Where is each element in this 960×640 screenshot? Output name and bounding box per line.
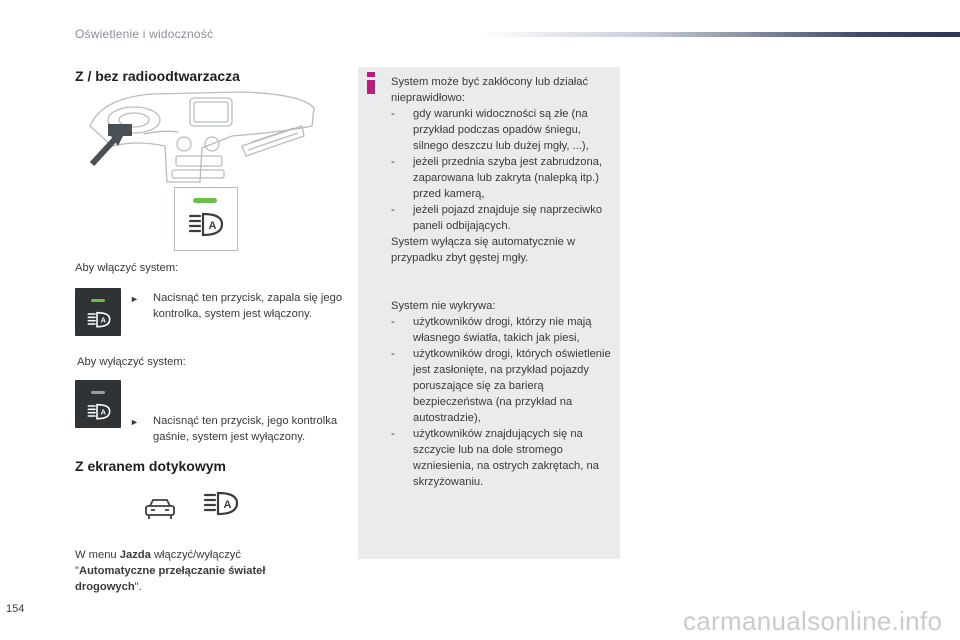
auto-high-beam-icon (203, 489, 239, 519)
disable-label: Aby wyłączyć system: (77, 356, 186, 368)
arrow-marker-icon: ► (130, 294, 139, 304)
menu-prefix: W menu (75, 549, 120, 561)
info-icon-stem (367, 80, 375, 94)
disable-step-text: Nacisnąć ten przycisk, jego kontrolka gaśnie, system jest wyłączony. (153, 415, 338, 443)
led-off-small (91, 391, 105, 394)
car-icon (143, 497, 177, 521)
info-list-1 (391, 106, 613, 234)
auto-high-beam-icon (188, 210, 224, 240)
section-title-radio: Z / bez radioodtwarzacza (75, 68, 240, 84)
list-item: - użytkowników drogi, którzy nie mają własnego światła, takich jak piesi, (391, 314, 613, 346)
info-intro: System może być zakłócony lub działać nieprawidłowo: (391, 76, 589, 104)
svg-text:A: A (223, 499, 232, 511)
button-illustration-large (174, 187, 238, 251)
option-name: Automatyczne przełączanie świateł drogowych (75, 565, 266, 593)
menu-action: włączyć/wyłączyć (150, 549, 241, 561)
list-item: - użytkowników drogi, których oświetlenie jest zasłonięte, na przykład pojazdy poruszające się za barierą bezpieczeństwa (na przykład na autostradzie), (391, 346, 613, 426)
info-auto-off: System wyłącza się automatycznie w przypadku zbyt gęstej mgły. (391, 236, 576, 264)
enable-label: Aby włączyć system: (75, 262, 179, 274)
list-item: - jeżeli przednia szyba jest zabrudzona, zaparowana lub zakryta (nalepką itp.) przed kamerą, (391, 154, 613, 202)
svg-text:A: A (100, 407, 106, 417)
list-item: - użytkowników znajdujących się na szczycie lub na dole stromego wzniesienia, na ostrych zakrętach, na skrzyżowaniu. (391, 426, 613, 490)
list-item: - gdy warunki widoczności są złe (na przykład podczas opadów śniegu, silnego deszczu lub dużej mgły, ...), (391, 106, 613, 154)
menu-name: Jazda (119, 549, 151, 561)
list-item: - jeżeli pojazd znajduje się naprzeciwko paneli odbijających. (391, 202, 613, 234)
auto-high-beam-icon (85, 402, 113, 422)
quote-open: " (75, 565, 79, 577)
enable-step-text: Nacisnąć ten przycisk, zapala się jego kontrolka, system jest włączony. (153, 292, 343, 320)
auto-high-beam-icon (85, 310, 113, 330)
info-icon-dot (367, 72, 375, 77)
enable-step (130, 290, 348, 322)
quote-close: ". (134, 581, 142, 593)
section-title-touchscreen: Z ekranem dotykowym (75, 458, 226, 474)
info-icon (365, 72, 377, 94)
button-off-icon (75, 380, 121, 428)
touchscreen-instruction (75, 547, 315, 595)
chapter-title: Oświetlenie i widoczność (75, 27, 214, 41)
dashboard-illustration (82, 86, 320, 186)
button-on-icon (75, 288, 121, 336)
header-rule (480, 32, 960, 37)
disable-step (130, 413, 343, 445)
led-on-indicator (193, 198, 217, 203)
svg-text:A: A (208, 220, 217, 232)
watermark: carmanualsonline.info (683, 606, 943, 636)
arrow-marker-icon: ► (130, 417, 139, 427)
info-content (391, 74, 613, 490)
page-number: 154 (6, 603, 25, 615)
info-not-detect: System nie wykrywa: (391, 300, 496, 312)
info-list-2 (391, 314, 613, 490)
led-on-small (91, 299, 105, 302)
svg-text:A: A (100, 315, 106, 325)
